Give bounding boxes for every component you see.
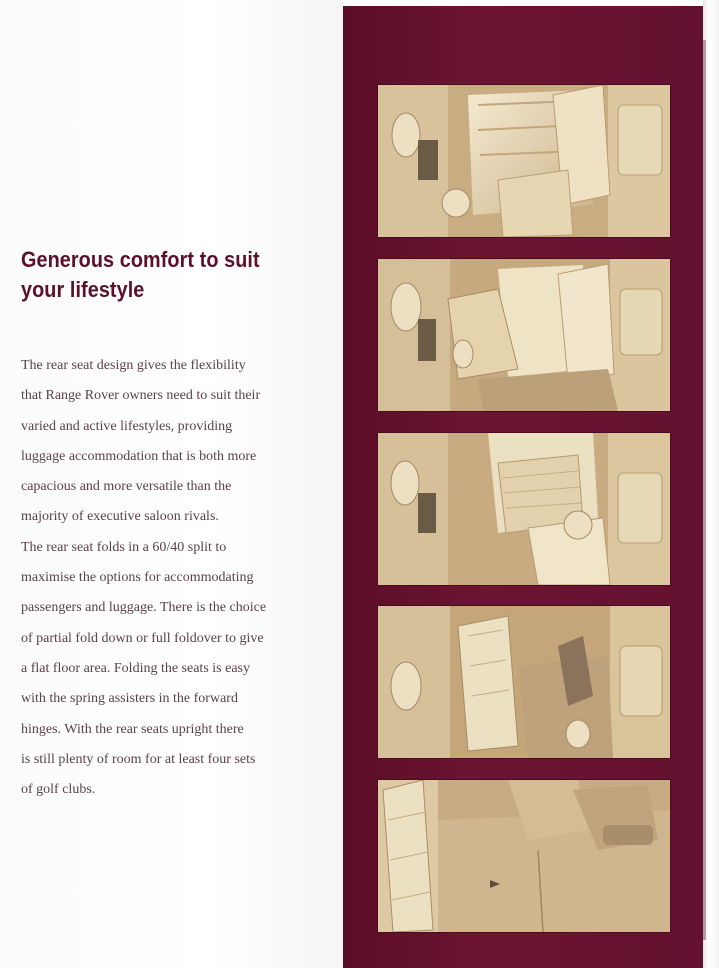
- interior-illustration: [378, 433, 670, 585]
- page-heading: [21, 245, 291, 305]
- body-line: The rear seat folds in a 60/40 split to: [21, 539, 227, 555]
- body-line: varied and active lifestyles, providing: [21, 418, 233, 434]
- flat-load-floor-photo: [378, 780, 670, 932]
- body-line: with the spring assisters in the forward: [21, 691, 238, 707]
- body-line: The rear seat design gives the flexibility: [21, 358, 246, 373]
- rear-seat-backrest-folded-photo: [378, 433, 670, 585]
- rear-seats-upright-photo: [378, 85, 670, 237]
- body-line: passengers and luggage. There is the choice: [21, 600, 267, 616]
- heading-line-2: your lifestyle: [21, 277, 145, 302]
- body-line: hinges. With the rear seats upright there: [21, 721, 244, 737]
- interior-illustration: [378, 606, 670, 758]
- page-edge-shadow: [703, 40, 706, 940]
- body-line: of partial fold down or full foldover to give: [21, 630, 264, 646]
- body-line: maximise the options for accommodating: [21, 570, 254, 586]
- interior-illustration: [378, 85, 670, 237]
- heading-line-1: Generous comfort to suit: [21, 247, 260, 272]
- body-line: luggage accommodation that is both more: [21, 448, 257, 464]
- body-copy: [21, 351, 321, 805]
- body-line: is still plenty of room for at least four sets: [21, 751, 256, 767]
- body-line: of golf clubs.: [21, 782, 96, 798]
- rear-seat-partial-fold-photo: [378, 259, 670, 411]
- rear-seat-tumbled-forward-photo: [378, 606, 670, 758]
- body-line: capacious and more versatile than the: [21, 479, 232, 495]
- interior-illustration: [378, 780, 670, 932]
- body-line: that Range Rover owners need to suit their: [21, 388, 261, 404]
- body-line: majority of executive saloon rivals.: [21, 509, 219, 525]
- interior-illustration: [378, 259, 670, 411]
- body-line: a flat floor area. Folding the seats is easy: [21, 660, 250, 676]
